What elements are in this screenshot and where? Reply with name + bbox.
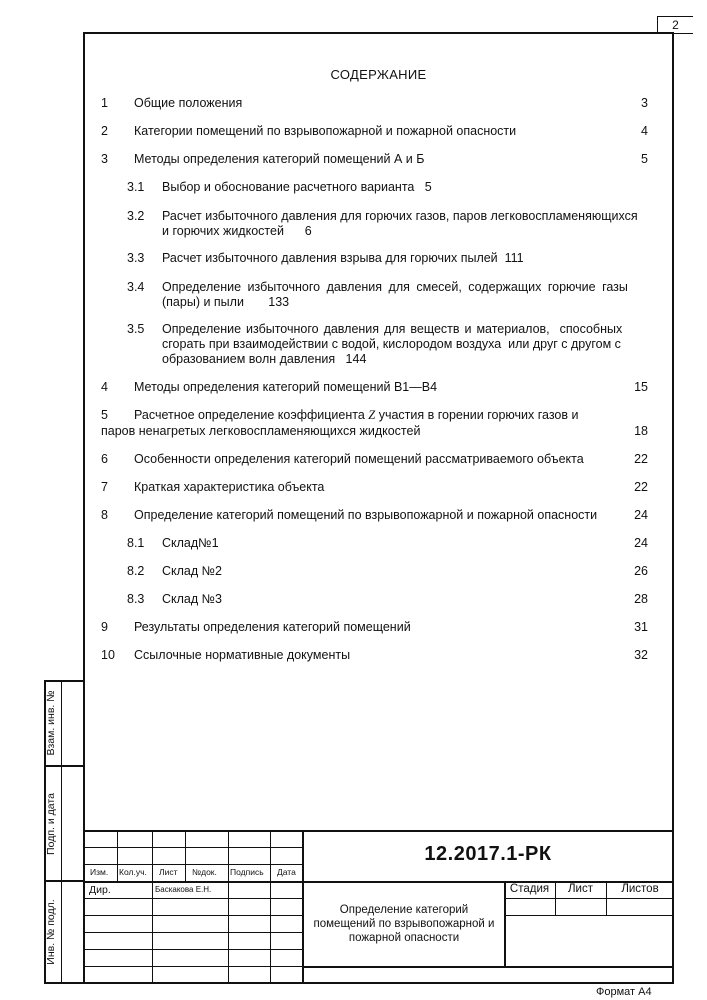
stamp-header-podpis: Подпись — [230, 867, 264, 877]
stamp-person: Баскакова Е.Н. — [155, 885, 212, 894]
doc-code: 12.2017.1-РК — [424, 843, 552, 865]
toc-title: СОДЕРЖАНИЕ — [330, 67, 427, 82]
page-number-box: 2 — [657, 16, 693, 34]
stamp-header-data: Дата — [277, 867, 296, 877]
doc-title: Определение категорий помещений по взрывопожарной и пожарной опасности — [313, 904, 495, 944]
stamp-header-list: Лист — [159, 867, 178, 877]
stamp-role: Дир. — [89, 884, 111, 896]
side-label-vzam: Взам. инв. № — [45, 690, 57, 756]
stamp-header-ndok: №док. — [192, 867, 217, 877]
stamp-header-kolich: Кол.уч. — [119, 867, 147, 877]
sheets-label: Листов — [621, 883, 659, 895]
side-label-inv: Инв. № подл. — [45, 899, 57, 965]
side-label-podp: Подп. и дата — [45, 793, 57, 855]
sheet-label: Лист — [568, 883, 593, 895]
stage-label: Стадия — [509, 883, 550, 895]
format-label: Формат А4 — [596, 986, 652, 998]
stamp-header-izm: Изм. — [90, 867, 109, 877]
